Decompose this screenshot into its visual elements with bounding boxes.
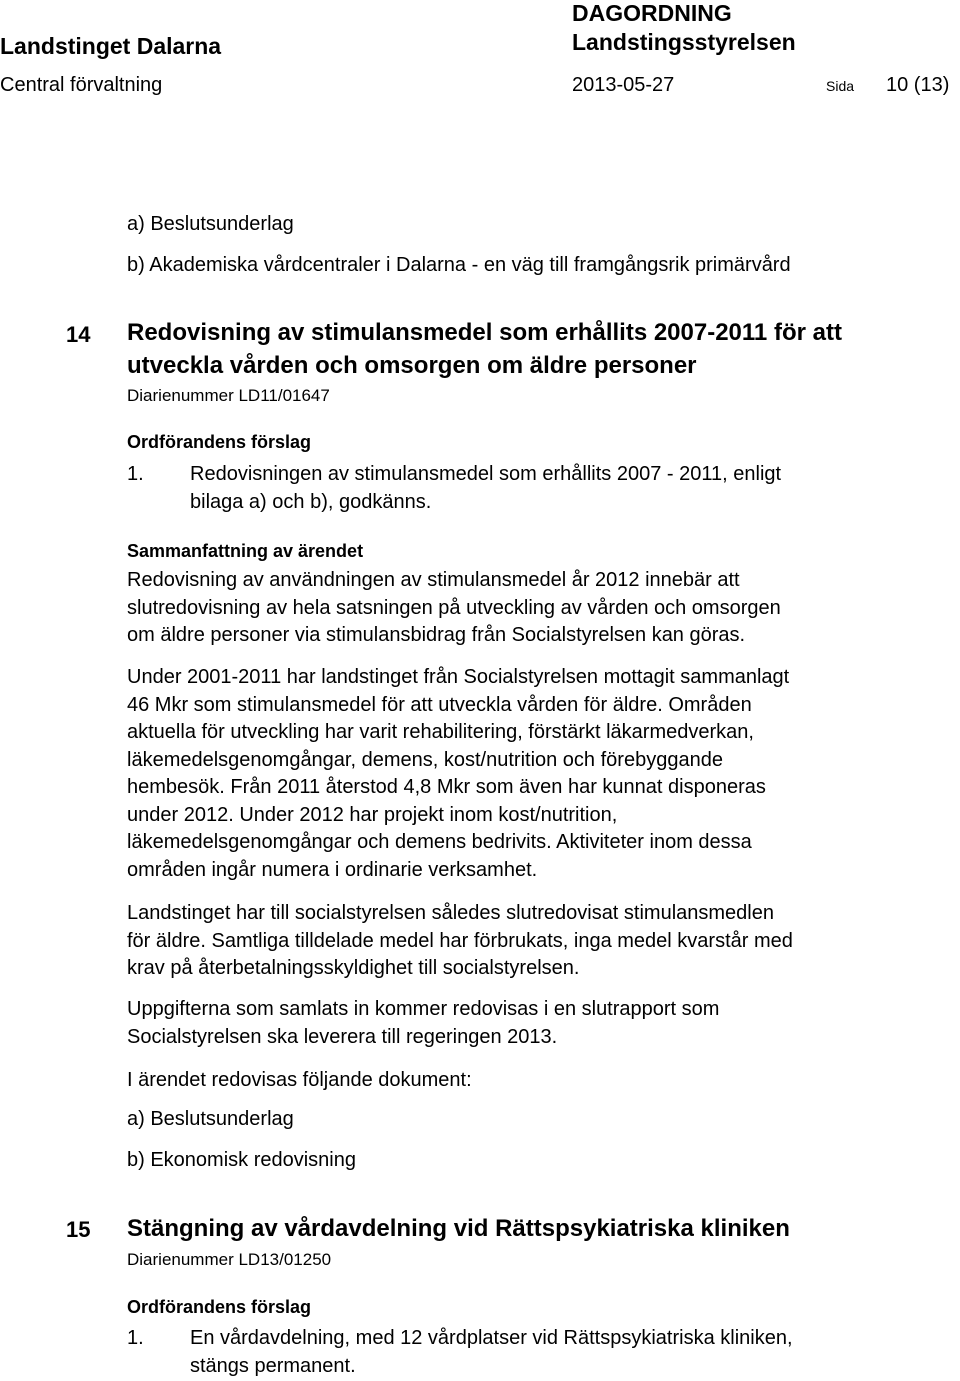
paragraph-line: Socialstyrelsen ska leverera till regeringen 2013. xyxy=(127,1025,558,1048)
item-title-line-2: utveckla vården och omsorgen om äldre personer xyxy=(127,352,697,379)
summary-paragraph-4 xyxy=(127,996,947,1051)
diarienummer: Diarienummer LD11/01647 xyxy=(127,386,330,405)
paragraph-line: läkemedelsgenomgångar och demens bedrivits. Aktiviteter inom dessa xyxy=(127,831,752,853)
page-label: Sida xyxy=(826,78,855,94)
documents-intro: I ärendet redovisas följande dokument: xyxy=(127,1069,472,1091)
summary-paragraph-1 xyxy=(127,567,947,650)
meeting-date: 2013-05-27 xyxy=(572,74,675,96)
summary-paragraph-2 xyxy=(127,664,947,884)
proposal-line-2: stängs permanent. xyxy=(190,1355,356,1377)
paragraph-line: Landstinget har till socialstyrelsen således slutredovisat stimulansmedlen xyxy=(127,902,774,924)
proposal-heading: Ordförandens förslag xyxy=(127,1297,312,1317)
summary-heading: Sammanfattning av ärendet xyxy=(127,541,364,561)
paragraph-line: Redovisning av användningen av stimulansmedel år 2012 innebär att xyxy=(127,569,740,591)
item-title-line-1: Redovisning av stimulansmedel som erhållits 2007-2011 för att xyxy=(127,319,842,346)
proposal-heading: Ordförandens förslag xyxy=(127,432,312,452)
paragraph-line: krav på återbetalningsskyldighet till socialstyrelsen. xyxy=(127,957,580,979)
paragraph-line: slutredovisning av hela satsningen på utveckling av vården och omsorgen xyxy=(127,596,781,619)
paragraph-line: Uppgifterna som samlats in kommer redovisas i en slutrapport som xyxy=(127,998,720,1020)
paragraph-line: om äldre personer via stimulansbidrag från Socialstyrelsen kan göras. xyxy=(127,624,746,646)
page-number: 10 (13) xyxy=(886,74,950,96)
item-title: Stängning av vårdavdelning vid Rättspsykiatriska kliniken xyxy=(127,1215,790,1242)
proposal-number: 1. xyxy=(127,463,144,485)
paragraph-line: Under 2001-2011 har landstinget från Socialstyrelsen mottagit sammanlagt xyxy=(127,666,790,688)
paragraph-line: aktuella för utveckling har varit rehabilitering, förstärkt läkarmedverkan, xyxy=(127,721,754,743)
proposal-number: 1. xyxy=(127,1327,144,1349)
summary-paragraph-3 xyxy=(127,900,947,983)
document-a: a) Beslutsunderlag xyxy=(127,1108,294,1130)
attachment-a: a) Beslutsunderlag xyxy=(127,213,294,235)
doc-type: DAGORDNING xyxy=(572,0,732,26)
org-name: Landstinget Dalarna xyxy=(0,33,222,59)
proposal-line-2: bilaga a) och b), godkänns. xyxy=(190,491,432,513)
paragraph-line: hembesök. Från 2011 återstod 4,8 Mkr som även har kunnat disponeras xyxy=(127,776,766,798)
item-number: 14 xyxy=(66,322,91,347)
item-number: 15 xyxy=(66,1217,91,1242)
committee-name: Landstingsstyrelsen xyxy=(572,29,796,55)
paragraph-line: områden ingår numera i ordinarie verksamhet. xyxy=(127,858,538,881)
paragraph-line: läkemedelsgenomgångar, demens, kost/nutrition och förebyggande xyxy=(127,748,723,771)
paragraph-line: 46 Mkr som stimulansmedel för att utveckla vården för äldre. Områden xyxy=(127,693,752,716)
proposal-line-1: En vårdavdelning, med 12 vårdplatser vid Rättspsykiatriska kliniken, xyxy=(190,1327,793,1349)
paragraph-line: för äldre. Samtliga tilldelade medel har förbrukats, inga medel kvarstår med xyxy=(127,929,793,952)
proposal-line-1: Redovisningen av stimulansmedel som erhållits 2007 - 2011, enligt xyxy=(190,463,782,485)
document-b: b) Ekonomisk redovisning xyxy=(127,1149,356,1171)
attachment-b: b) Akademiska vårdcentraler i Dalarna - en väg till framgångsrik primärvård xyxy=(127,254,791,276)
diarienummer: Diarienummer LD13/01250 xyxy=(127,1250,332,1269)
paragraph-line: under 2012. Under 2012 har projekt inom kost/nutrition, xyxy=(127,803,618,826)
department: Central förvaltning xyxy=(0,74,163,96)
